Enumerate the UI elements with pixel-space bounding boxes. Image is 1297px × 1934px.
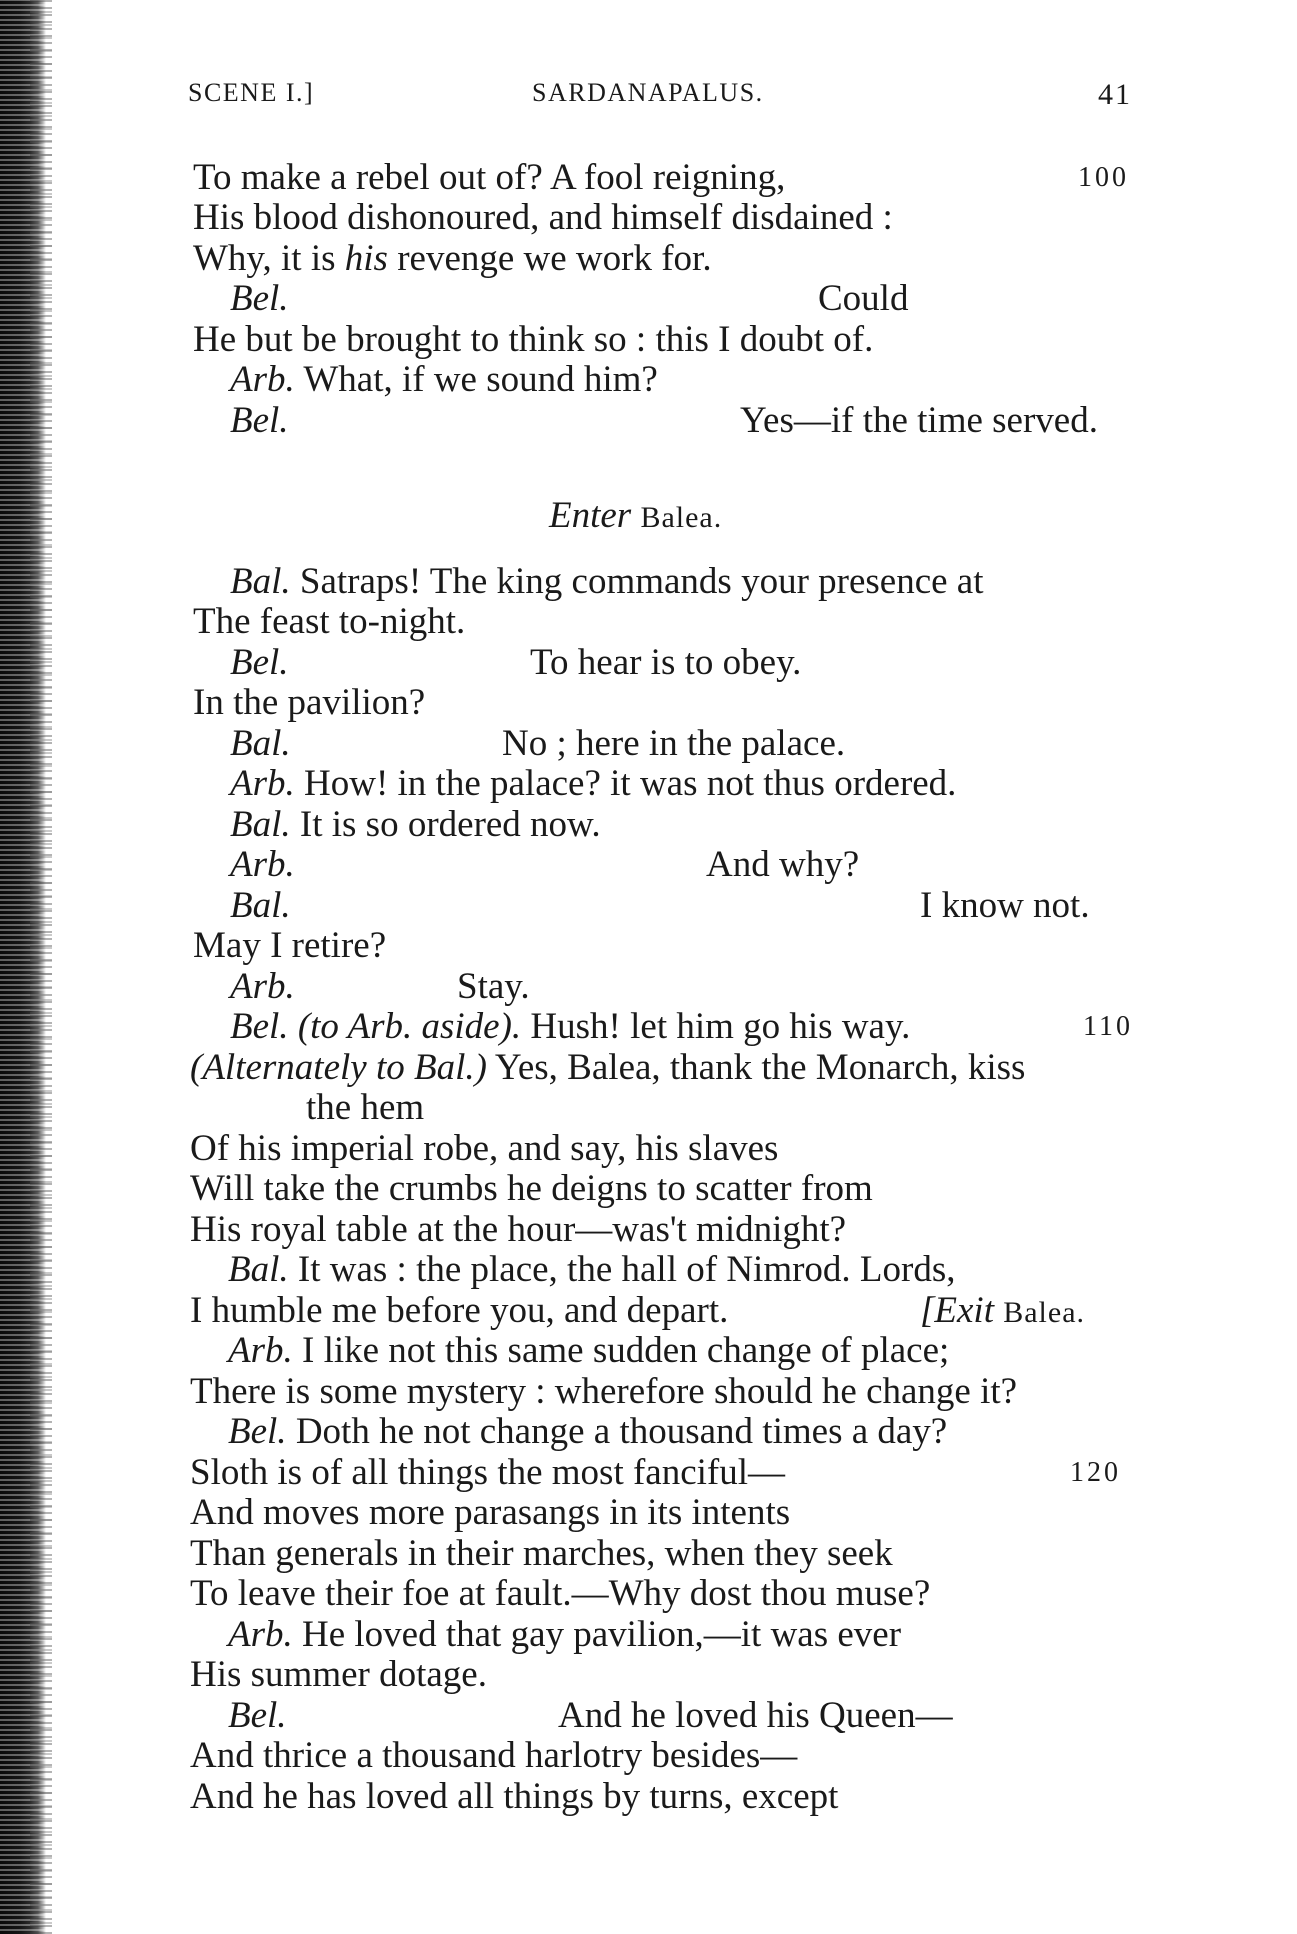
verse-line: Bel. (to Arb. aside). Hush! let him go his way. bbox=[230, 1006, 911, 1047]
verse-line: Arb. What, if we sound him? bbox=[230, 359, 658, 400]
verse-line: Bal. It was : the place, the hall of Nimrod. Lords, bbox=[228, 1249, 956, 1290]
verse-line: His royal table at the hour—was't midnight? bbox=[190, 1209, 847, 1250]
verse-line: Could bbox=[818, 278, 909, 319]
verse-line: Bal. Satraps! The king commands your presence at bbox=[230, 561, 984, 602]
header-scene: SCENE I.] bbox=[188, 78, 315, 107]
stage-direction: [Exit Balea. bbox=[920, 1290, 1086, 1331]
verse-line: And why? bbox=[706, 844, 860, 885]
speaker-name: Bel. bbox=[230, 400, 289, 441]
verse-line: And moves more parasangs in its intents bbox=[190, 1492, 791, 1533]
verse-line: No ; here in the palace. bbox=[502, 723, 846, 764]
verse-line: Arb. How! in the palace? it was not thus ordered. bbox=[230, 763, 957, 804]
speaker-name: Bel. bbox=[230, 278, 289, 319]
verse-line: In the pavilion? bbox=[193, 682, 426, 723]
line-number: 100 bbox=[1078, 162, 1129, 193]
verse-line: Sloth is of all things the most fanciful— bbox=[190, 1452, 786, 1493]
header-title: SARDANAPALUS. bbox=[532, 78, 764, 107]
speaker-name: Arb. bbox=[230, 844, 295, 885]
verse-line: Stay. bbox=[457, 966, 530, 1007]
speaker-name: Bel. bbox=[230, 642, 289, 683]
verse-line: the hem bbox=[306, 1087, 425, 1128]
verse-line: The feast to-night. bbox=[193, 601, 466, 642]
verse-line: Bel. Doth he not change a thousand times a day? bbox=[228, 1411, 948, 1452]
verse-line: To hear is to obey. bbox=[530, 642, 802, 683]
running-header bbox=[188, 78, 1132, 118]
speaker-name: Bal. bbox=[230, 723, 291, 764]
verse-line: To make a rebel out of? A fool reigning, bbox=[193, 157, 786, 198]
line-number: 110 bbox=[1083, 1011, 1133, 1042]
verse-line: There is some mystery : wherefore should he change it? bbox=[190, 1371, 1018, 1412]
verse-line: He but be brought to think so : this I doubt of. bbox=[193, 319, 874, 360]
verse-line: Yes—if the time served. bbox=[740, 400, 1098, 441]
verse-line: And he loved his Queen— bbox=[558, 1695, 953, 1736]
speaker-name: Arb. bbox=[230, 966, 295, 1007]
verse-line: His blood dishonoured, and himself disdained : bbox=[193, 197, 893, 238]
stage-direction: Enter Balea. bbox=[549, 495, 723, 536]
verse-line: May I retire? bbox=[193, 925, 387, 966]
verse-line: Arb. I like not this same sudden change of place; bbox=[228, 1330, 950, 1371]
verse-line: (Alternately to Bal.) Yes, Balea, thank the Monarch, kiss bbox=[190, 1047, 1026, 1088]
verse-line: I know not. bbox=[920, 885, 1090, 926]
speaker-name: Bal. bbox=[230, 885, 291, 926]
verse-line: And thrice a thousand harlotry besides— bbox=[190, 1735, 798, 1776]
line-number: 120 bbox=[1070, 1457, 1121, 1488]
verse-line: Will take the crumbs he deigns to scatter from bbox=[190, 1168, 873, 1209]
verse-line: Arb. He loved that gay pavilion,—it was ever bbox=[228, 1614, 902, 1655]
verse-line: To leave their foe at fault.—Why dost thou muse? bbox=[190, 1573, 931, 1614]
verse-line: Why, it is his revenge we work for. bbox=[193, 238, 712, 279]
verse-line: Of his imperial robe, and say, his slaves bbox=[190, 1128, 779, 1169]
verse-line: Than generals in their marches, when they seek bbox=[190, 1533, 893, 1574]
speaker-name: Bel. bbox=[228, 1695, 287, 1736]
binding-shadow bbox=[30, 0, 52, 1934]
verse-line: Bal. It is so ordered now. bbox=[230, 804, 601, 845]
verse-line: I humble me before you, and depart. bbox=[190, 1290, 729, 1331]
verse-line: His summer dotage. bbox=[190, 1654, 487, 1695]
verse-line: And he has loved all things by turns, except bbox=[190, 1776, 839, 1817]
page-number: 41 bbox=[1098, 78, 1132, 111]
